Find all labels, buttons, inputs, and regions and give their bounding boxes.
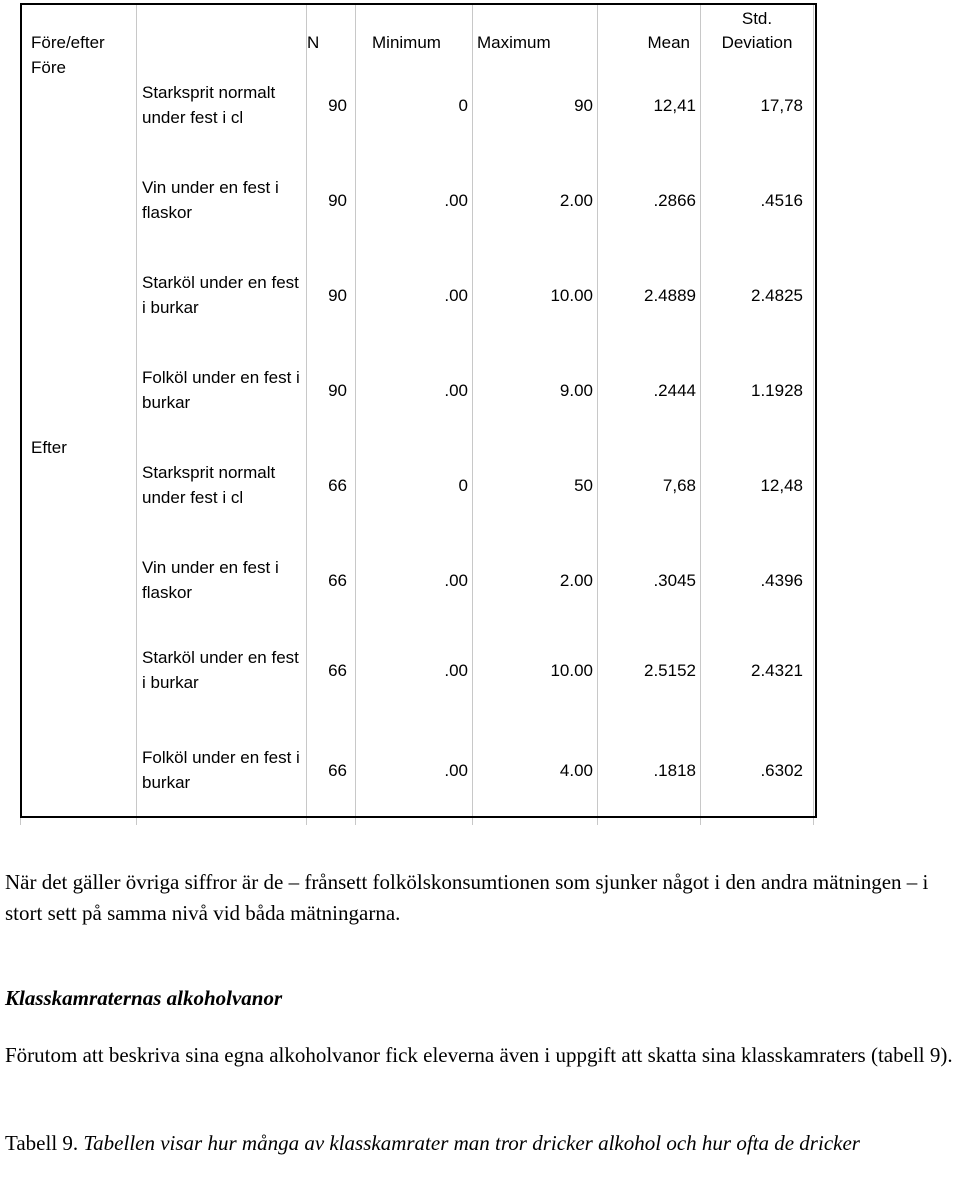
table-row <box>21 435 814 535</box>
variable-label: Starksprit normalt under fest i cl <box>137 435 307 535</box>
header-minimum: Minimum <box>356 3 473 55</box>
header-group: Före/efter <box>21 3 137 55</box>
header-maximum: Maximum <box>473 3 598 55</box>
table-row <box>21 345 814 435</box>
cell-maximum: 50 <box>473 435 598 535</box>
cell-maximum: 2.00 <box>473 535 598 625</box>
body-paragraph-2: Förutom att beskriva sina egna alkoholvanor fick eleverna även i uppgift att skatta sina klasskamraters (tabell 9). <box>5 1043 953 1067</box>
cell-n: 90 <box>307 55 356 155</box>
cell-mean: .3045 <box>598 535 701 625</box>
cell-mean: .1818 <box>598 715 701 825</box>
cell-minimum: 0 <box>356 55 473 155</box>
cell-maximum: 4.00 <box>473 715 598 825</box>
cell-maximum: 10.00 <box>473 625 598 715</box>
header-std-line1: Std. <box>741 9 773 28</box>
cell-std-deviation: .4396 <box>701 535 814 625</box>
cell-n: 66 <box>307 535 356 625</box>
cell-std-deviation: 1.1928 <box>701 345 814 435</box>
header-mean: Mean <box>598 3 701 55</box>
cell-n: 66 <box>307 435 356 535</box>
cell-std-deviation: 2.4825 <box>701 245 814 345</box>
header-std-line2: Deviation <box>721 33 793 52</box>
cell-n: 90 <box>307 245 356 345</box>
cell-minimum: .00 <box>356 715 473 825</box>
caption-label: Tabell 9. <box>5 1131 79 1155</box>
table-row <box>21 155 814 245</box>
table-row <box>21 245 814 345</box>
cell-maximum: 90 <box>473 55 598 155</box>
cell-mean: 12,41 <box>598 55 701 155</box>
header-variable <box>137 3 307 55</box>
table-row <box>21 55 814 155</box>
table-caption <box>5 1128 955 1159</box>
section-heading: Klasskamraternas alkoholvanor <box>5 986 283 1010</box>
cell-minimum: .00 <box>356 245 473 345</box>
cell-std-deviation: 17,78 <box>701 55 814 155</box>
cell-n: 90 <box>307 155 356 245</box>
variable-label: Starköl under en fest i burkar <box>137 625 307 715</box>
variable-label: Vin under en fest i flaskor <box>137 155 307 245</box>
cell-std-deviation: 12,48 <box>701 435 814 535</box>
cell-std-deviation: .6302 <box>701 715 814 825</box>
cell-mean: 2.4889 <box>598 245 701 345</box>
group-label: Efter <box>21 435 137 825</box>
cell-minimum: .00 <box>356 155 473 245</box>
cell-mean: 7,68 <box>598 435 701 535</box>
cell-maximum: 9.00 <box>473 345 598 435</box>
body-paragraph-1: När det gäller övriga siffror är de – frånsett folkölskonsumtionen som sjunker något i den andra mätningen – i stort sett på samma nivå vid båda mätningarna. <box>5 870 929 925</box>
caption-title: Tabellen visar hur många av klasskamrater man tror dricker alkohol och hur ofta de dricker <box>83 1131 860 1155</box>
cell-mean: .2444 <box>598 345 701 435</box>
cell-maximum: 10.00 <box>473 245 598 345</box>
table-row <box>21 625 814 715</box>
variable-label: Starköl under en fest i burkar <box>137 245 307 345</box>
header-n: N <box>307 3 356 55</box>
cell-mean: .2866 <box>598 155 701 245</box>
cell-n: 66 <box>307 625 356 715</box>
variable-label: Folköl under en fest i burkar <box>137 715 307 825</box>
cell-std-deviation: 2.4321 <box>701 625 814 715</box>
table-row <box>21 535 814 625</box>
cell-minimum: .00 <box>356 535 473 625</box>
variable-label: Starksprit normalt under fest i cl <box>137 55 307 155</box>
cell-minimum: .00 <box>356 625 473 715</box>
cell-minimum: 0 <box>356 435 473 535</box>
cell-n: 90 <box>307 345 356 435</box>
statistics-table <box>20 3 814 825</box>
cell-mean: 2.5152 <box>598 625 701 715</box>
variable-label: Vin under en fest i flaskor <box>137 535 307 625</box>
group-label: Före <box>21 55 137 435</box>
cell-maximum: 2.00 <box>473 155 598 245</box>
table-header-row <box>21 3 814 55</box>
variable-label: Folköl under en fest i burkar <box>137 345 307 435</box>
cell-n: 66 <box>307 715 356 825</box>
header-std-deviation <box>701 3 814 55</box>
table-row <box>21 715 814 825</box>
cell-std-deviation: .4516 <box>701 155 814 245</box>
cell-minimum: .00 <box>356 345 473 435</box>
